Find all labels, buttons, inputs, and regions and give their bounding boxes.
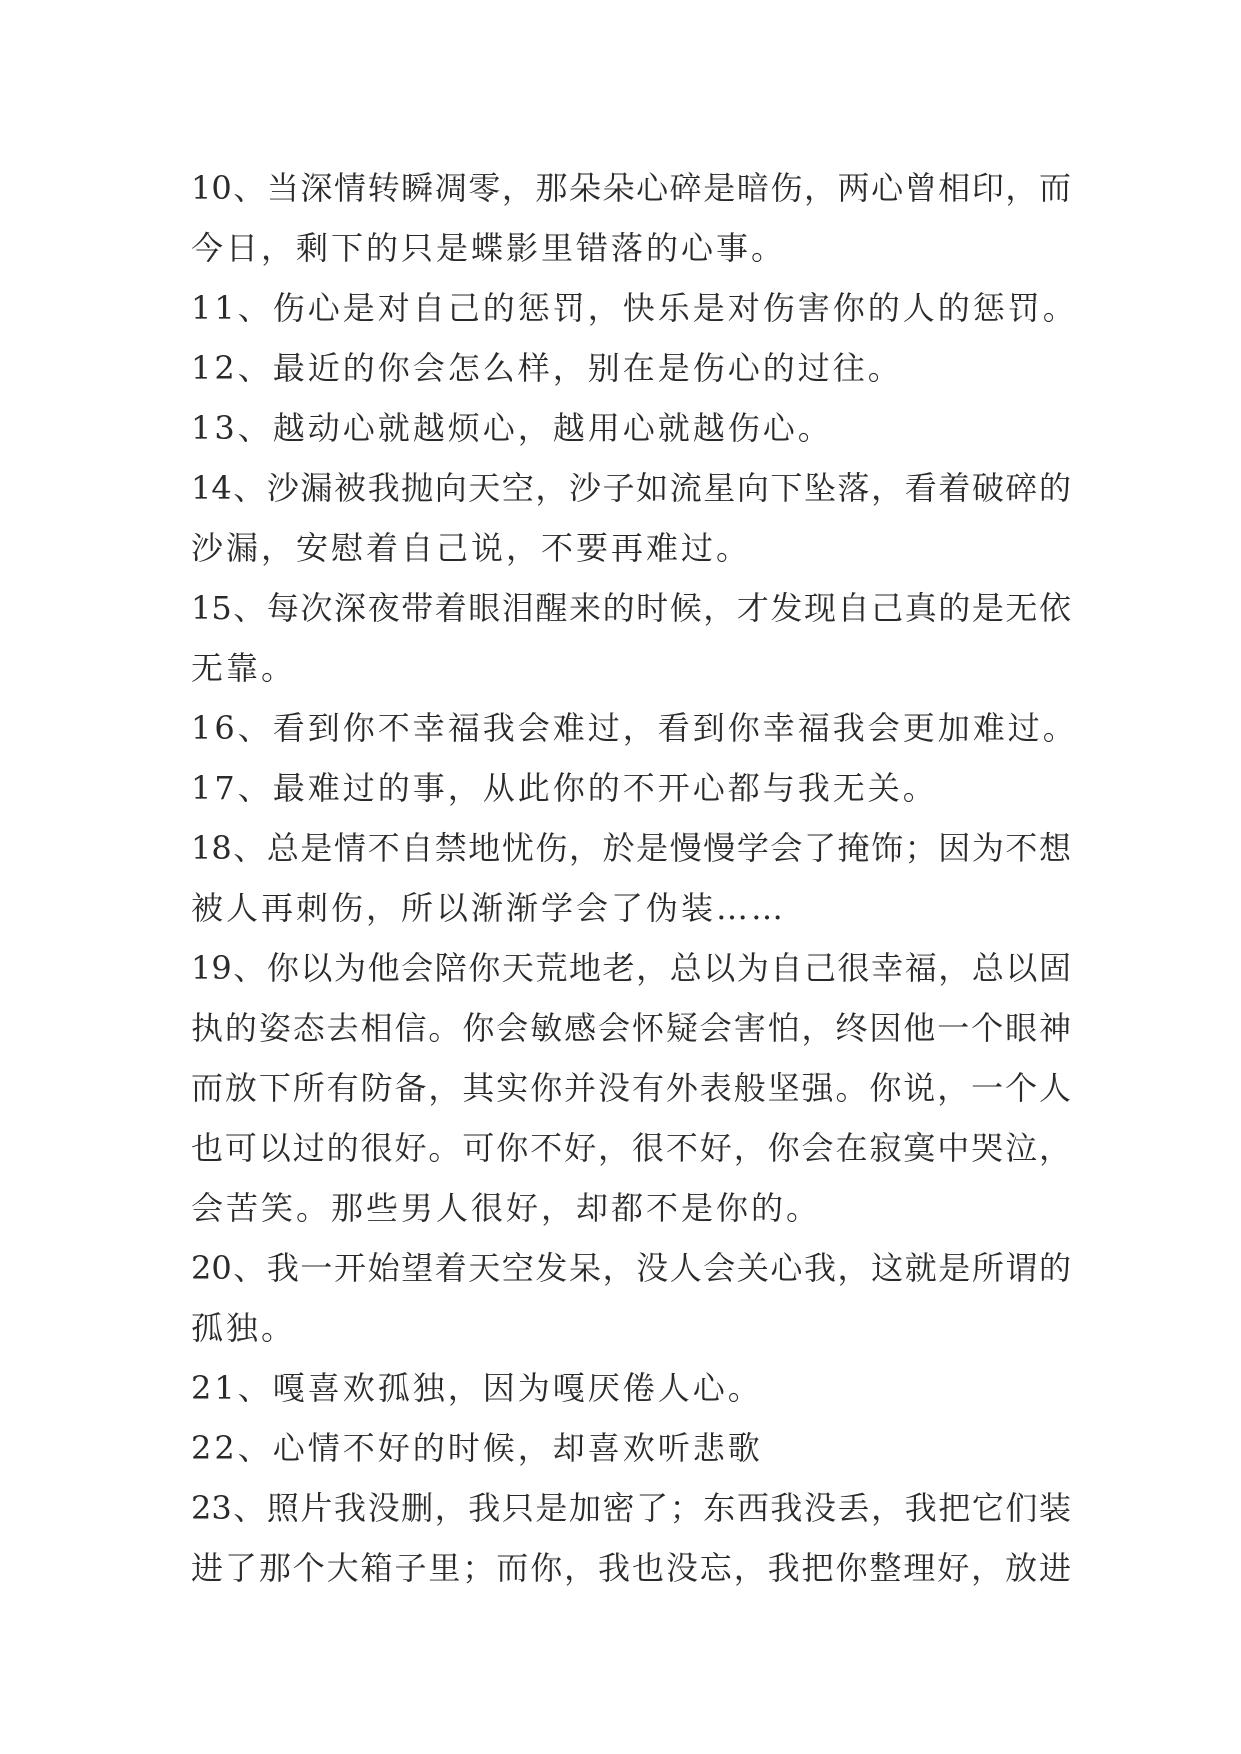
text-line: 23、照片我没删，我只是加密了；东西我没丢，我把它们装 (191, 1489, 1071, 1527)
text-line: 17、最难过的事，从此你的不开心都与我无关。 (191, 769, 938, 807)
document-body (191, 158, 1078, 1598)
text-line: 12、最近的你会怎么样，别在是伤心的过往。 (191, 349, 903, 387)
text-line: 执的姿态去相信。你会敏感会怀疑会害怕，终因他一个眼神 (191, 1009, 1071, 1047)
text-line: 20、我一开始望着天空发呆，没人会关心我，这就是所谓的 (191, 1249, 1071, 1287)
text-line: 而放下所有防备，其实你并没有外表般坚强。你说，一个人 (191, 1069, 1071, 1107)
text-line: 19、你以为他会陪你天荒地老，总以为自己很幸福，总以固 (191, 949, 1071, 987)
text-line: 13、越动心就越烦心，越用心就越伤心。 (191, 409, 833, 447)
text-line: 孤独。 (191, 1309, 297, 1347)
text-line: 无靠。 (191, 649, 297, 687)
text-line: 15、每次深夜带着眼泪醒来的时候，才发现自己真的是无依 (191, 589, 1071, 627)
text-line: 21、嘎喜欢孤独，因为嘎厌倦人心。 (191, 1369, 763, 1407)
text-line: 18、总是情不自禁地忧伤，於是慢慢学会了掩饰；因为不想 (191, 829, 1071, 867)
text-line: 14、沙漏被我抛向天空，沙子如流星向下坠落，看着破碎的 (191, 469, 1071, 507)
text-line: 沙漏，安慰着自己说，不要再难过。 (191, 529, 752, 567)
text-line: 也可以过的很好。可你不好，很不好，你会在寂寞中哭泣， (191, 1129, 1071, 1167)
text-line: 22、心情不好的时候，却喜欢听悲歌 (191, 1429, 763, 1467)
text-line: 进了那个大箱子里；而你，我也没忘，我把你整理好，放进 (191, 1549, 1071, 1587)
text-line: 11、伤心是对自己的惩罚，快乐是对伤害你的人的惩罚。 (191, 289, 1078, 327)
text-line: 会苦笑。那些男人很好，却都不是你的。 (191, 1189, 822, 1227)
text-line: 10、当深情转瞬凋零，那朵朵心碎是暗伤，两心曾相印，而 (191, 169, 1071, 207)
text-line: 今日，剩下的只是蝶影里错落的心事。 (191, 229, 787, 267)
text-line: 16、看到你不幸福我会难过，看到你幸福我会更加难过。 (191, 709, 1078, 747)
text-line: 被人再刺伤，所以渐渐学会了伪装…… (191, 889, 787, 927)
